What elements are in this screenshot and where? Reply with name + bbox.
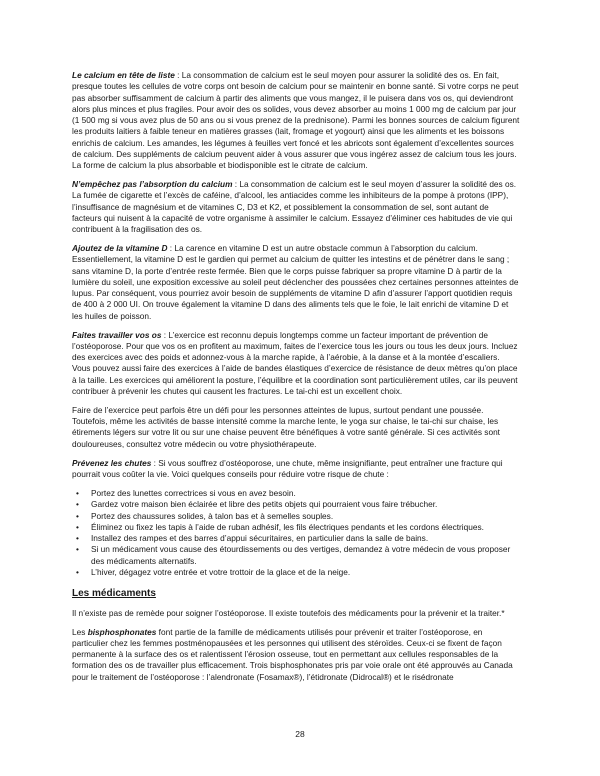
list-item-text: Éliminez ou fixez les tapis à l’aide de ruban adhésif, les fils électriques pendants et les cordons électriques. (91, 521, 484, 532)
falls-tips-list (72, 488, 520, 578)
absorption-lead: N’empêchez pas l’absorption du calcium (72, 179, 233, 190)
vitamin-d-lead: Ajoutez de la vitamine D (72, 243, 168, 254)
bullet-icon: • (76, 521, 79, 532)
bullet-icon: • (76, 544, 79, 555)
list-item (76, 499, 520, 510)
bullet-icon: • (76, 499, 79, 510)
absorption-paragraph (72, 179, 520, 235)
exercise-followup-paragraph: Faire de l’exercice peut parfois être un défi pour les personnes atteintes de lupus, surtout pendant une poussée. Toutefois, même les activités de basse intensité comme la marche lente, le yoga sur chaise, le tai-chi sur chaise, les étirements légers sur votre lit ou sur une chaise peuvent être bénéfiques à votre santé générale. Si ces activités sont douloureuses, consultez votre médecin ou votre physiothérapeute. (72, 404, 500, 449)
list-item-text: L’hiver, dégagez votre entrée et votre trottoir de la glace et de la neige. (91, 566, 351, 577)
absorption-text: : La consommation de calcium est le seul moyen d’assurer la solidité des os. La fumée de cigarette et l’excès de caféine, d’alcool, les antiacides comme les inhibiteurs de la pompe à protons (IPP), l’insuffisance de magnésium et de vitamines C, D3 et K2, et possiblement la consommation de sel, sont autant de facteurs qui nuisent à la capacité de votre organisme à assimiler le calcium. Essayez d’éliminer ces habitudes de vie qui contribuent à la fragilisation des os. (72, 179, 517, 235)
falls-paragraph (72, 458, 520, 481)
list-item-text: Installez des rampes et des barres d’appui sécuritaires, en particulier dans la salle de bains. (91, 533, 429, 544)
bisphosphonates-term: bisphosphonates (87, 626, 157, 637)
page-content (72, 70, 520, 691)
list-item (76, 544, 520, 567)
bisphosphonates-prefix: Les (72, 626, 88, 637)
vitamin-d-paragraph (72, 243, 520, 322)
page-number: 28 (295, 729, 305, 739)
exercise-paragraph (72, 330, 520, 398)
falls-text: : Si vous souffrez d’ostéoporose, une chute, même insignifiante, peut entraîner une fracture qui pourrait vous coûter la vie. Voici quelques conseils pour réduire votre risque de chute : (72, 457, 503, 479)
list-item-text: Portez des lunettes correctrices si vous en avez besoin. (91, 488, 296, 499)
calcium-lead: Le calcium en tête de liste (72, 70, 175, 80)
exercise-lead: Faites travailler vos os (72, 329, 162, 340)
list-item-text: Gardez votre maison bien éclairée et libre des petits objets qui pourraient vous faire trébucher. (91, 499, 438, 510)
falls-lead: Prévenez les chutes (72, 457, 152, 468)
bullet-icon: • (76, 566, 79, 577)
list-item (76, 488, 520, 499)
medications-intro: Il n’existe pas de remède pour soigner l’ostéoporose. Il existe toutefois des médicaments pour la prévenir et la traiter.* (72, 607, 505, 618)
list-item (76, 510, 520, 522)
list-item-text: Portez des chaussures solides, à talon bas et à semelles souples. (91, 510, 334, 521)
bisphosphonates-text: font partie de la famille de médicaments utilisés pour prévenir et traiter l’ostéoporose, en particulier chez les femmes postménopausées et les personnes qui utilisent des stéroïdes. Ceux-ci se fixent de façon permanente à la surface des os et ralentissent l’érosion osseuse, tout en permettant aux cellules responsables de la formation des os de travailler plus efficacement. Trois bisphosphonates pris par voie orale ont été approuvés au Canada pour le traitement de l’ostéoporose : l’alendronate (Fosamax®), l’étidronate (Didrocal®) et le risédronate (72, 626, 513, 682)
vitamin-d-text: : La carence en vitamine D est un autre obstacle commun à l’absorption du calcium. Essentiellement, la vitamine D est le gardien qui permet au calcium de quitter les intestins et de pénétrer dans le sang ; sans vitamine D, la porte d’entrée reste fermée. Bien que le corps puisse fabriquer sa propre vitamine D à partir de la lumière du soleil, une exposition excessive au soleil peut déclencher des poussées chez certaines personnes atteintes de lupus. Par conséquent, vous pourriez avoir besoin de suppléments de vitamine D afin d’assurer l’apport quotidien requis de 400 à 2 000 UI. On trouve également la vitamine D dans des aliments tels que le foie, le lait enrichi de vitamine D et les huiles de poisson. (72, 243, 519, 321)
list-item (76, 566, 520, 578)
calcium-text: : La consommation de calcium est le seul moyen pour assurer la solidité des os. En fait, presque toutes les cellules de votre corps ont besoin de calcium pour se maintenir en bonne santé. Si votre corps ne peut pas absorber suffisamment de calcium à partir des aliments que vous mangez, il le puisera dans vos os, qui deviendront alors plus minces et plus fragiles. Pour avoir des os solides, vous devez absorber au moins 1 000 mg de calcium par jour (1 500 mg si vous avez plus de 50 ans ou si vous prenez de la prednisone). Parmi les bonnes sources de calcium figurent les produits laitiers à faible teneur en matières grasses (lait, fromage et yogourt) ainsi que les aliments et les boissons enrichis de calcium. Les amandes, les légumes à feuilles vert foncé et les abricots sont également d’excellentes sources de calcium. Des suppléments de calcium peuvent aider à vous assurer que vous ingérez assez de calcium tous les jours. La forme de calcium la plus absorbable et biodisponible est le citrate de calcium. (72, 70, 520, 170)
list-item (76, 521, 520, 533)
bullet-icon: • (76, 533, 79, 544)
exercise-text: : L’exercice est reconnu depuis longtemps comme un facteur important de prévention de l’ostéoporose. Pour que vos os en profitent au maximum, faites de l’exercice tous les jours ou tous les deux jours. Incluez des exercices avec des poids et adonnez-vous à la marche rapide, à l’aérobie, à la danse et à la montée d’escaliers. Vous pouvez aussi faire des exercices à l’aide de bandes élastiques d’exercice de résistance de deux mètres qu’on place à la taille. Les exercices qui améliorent la posture, l’équilibre et la coordination sont particulièrement utiles, car ils peuvent contribuer à prévenir les chutes qui causent les fractures. Le tai-chi est un excellent choix. (72, 329, 518, 396)
list-item (76, 533, 520, 544)
medications-heading: Les médicaments (72, 587, 156, 599)
calcium-paragraph (72, 70, 520, 171)
list-item-text: Si un médicament vous cause des étourdissements ou des vertiges, demandez à votre médecin de vous proposer des médicaments alternatifs. (91, 544, 511, 566)
bisphosphonates-paragraph (72, 627, 520, 683)
bullet-icon: • (76, 488, 79, 499)
bullet-icon: • (76, 510, 79, 521)
